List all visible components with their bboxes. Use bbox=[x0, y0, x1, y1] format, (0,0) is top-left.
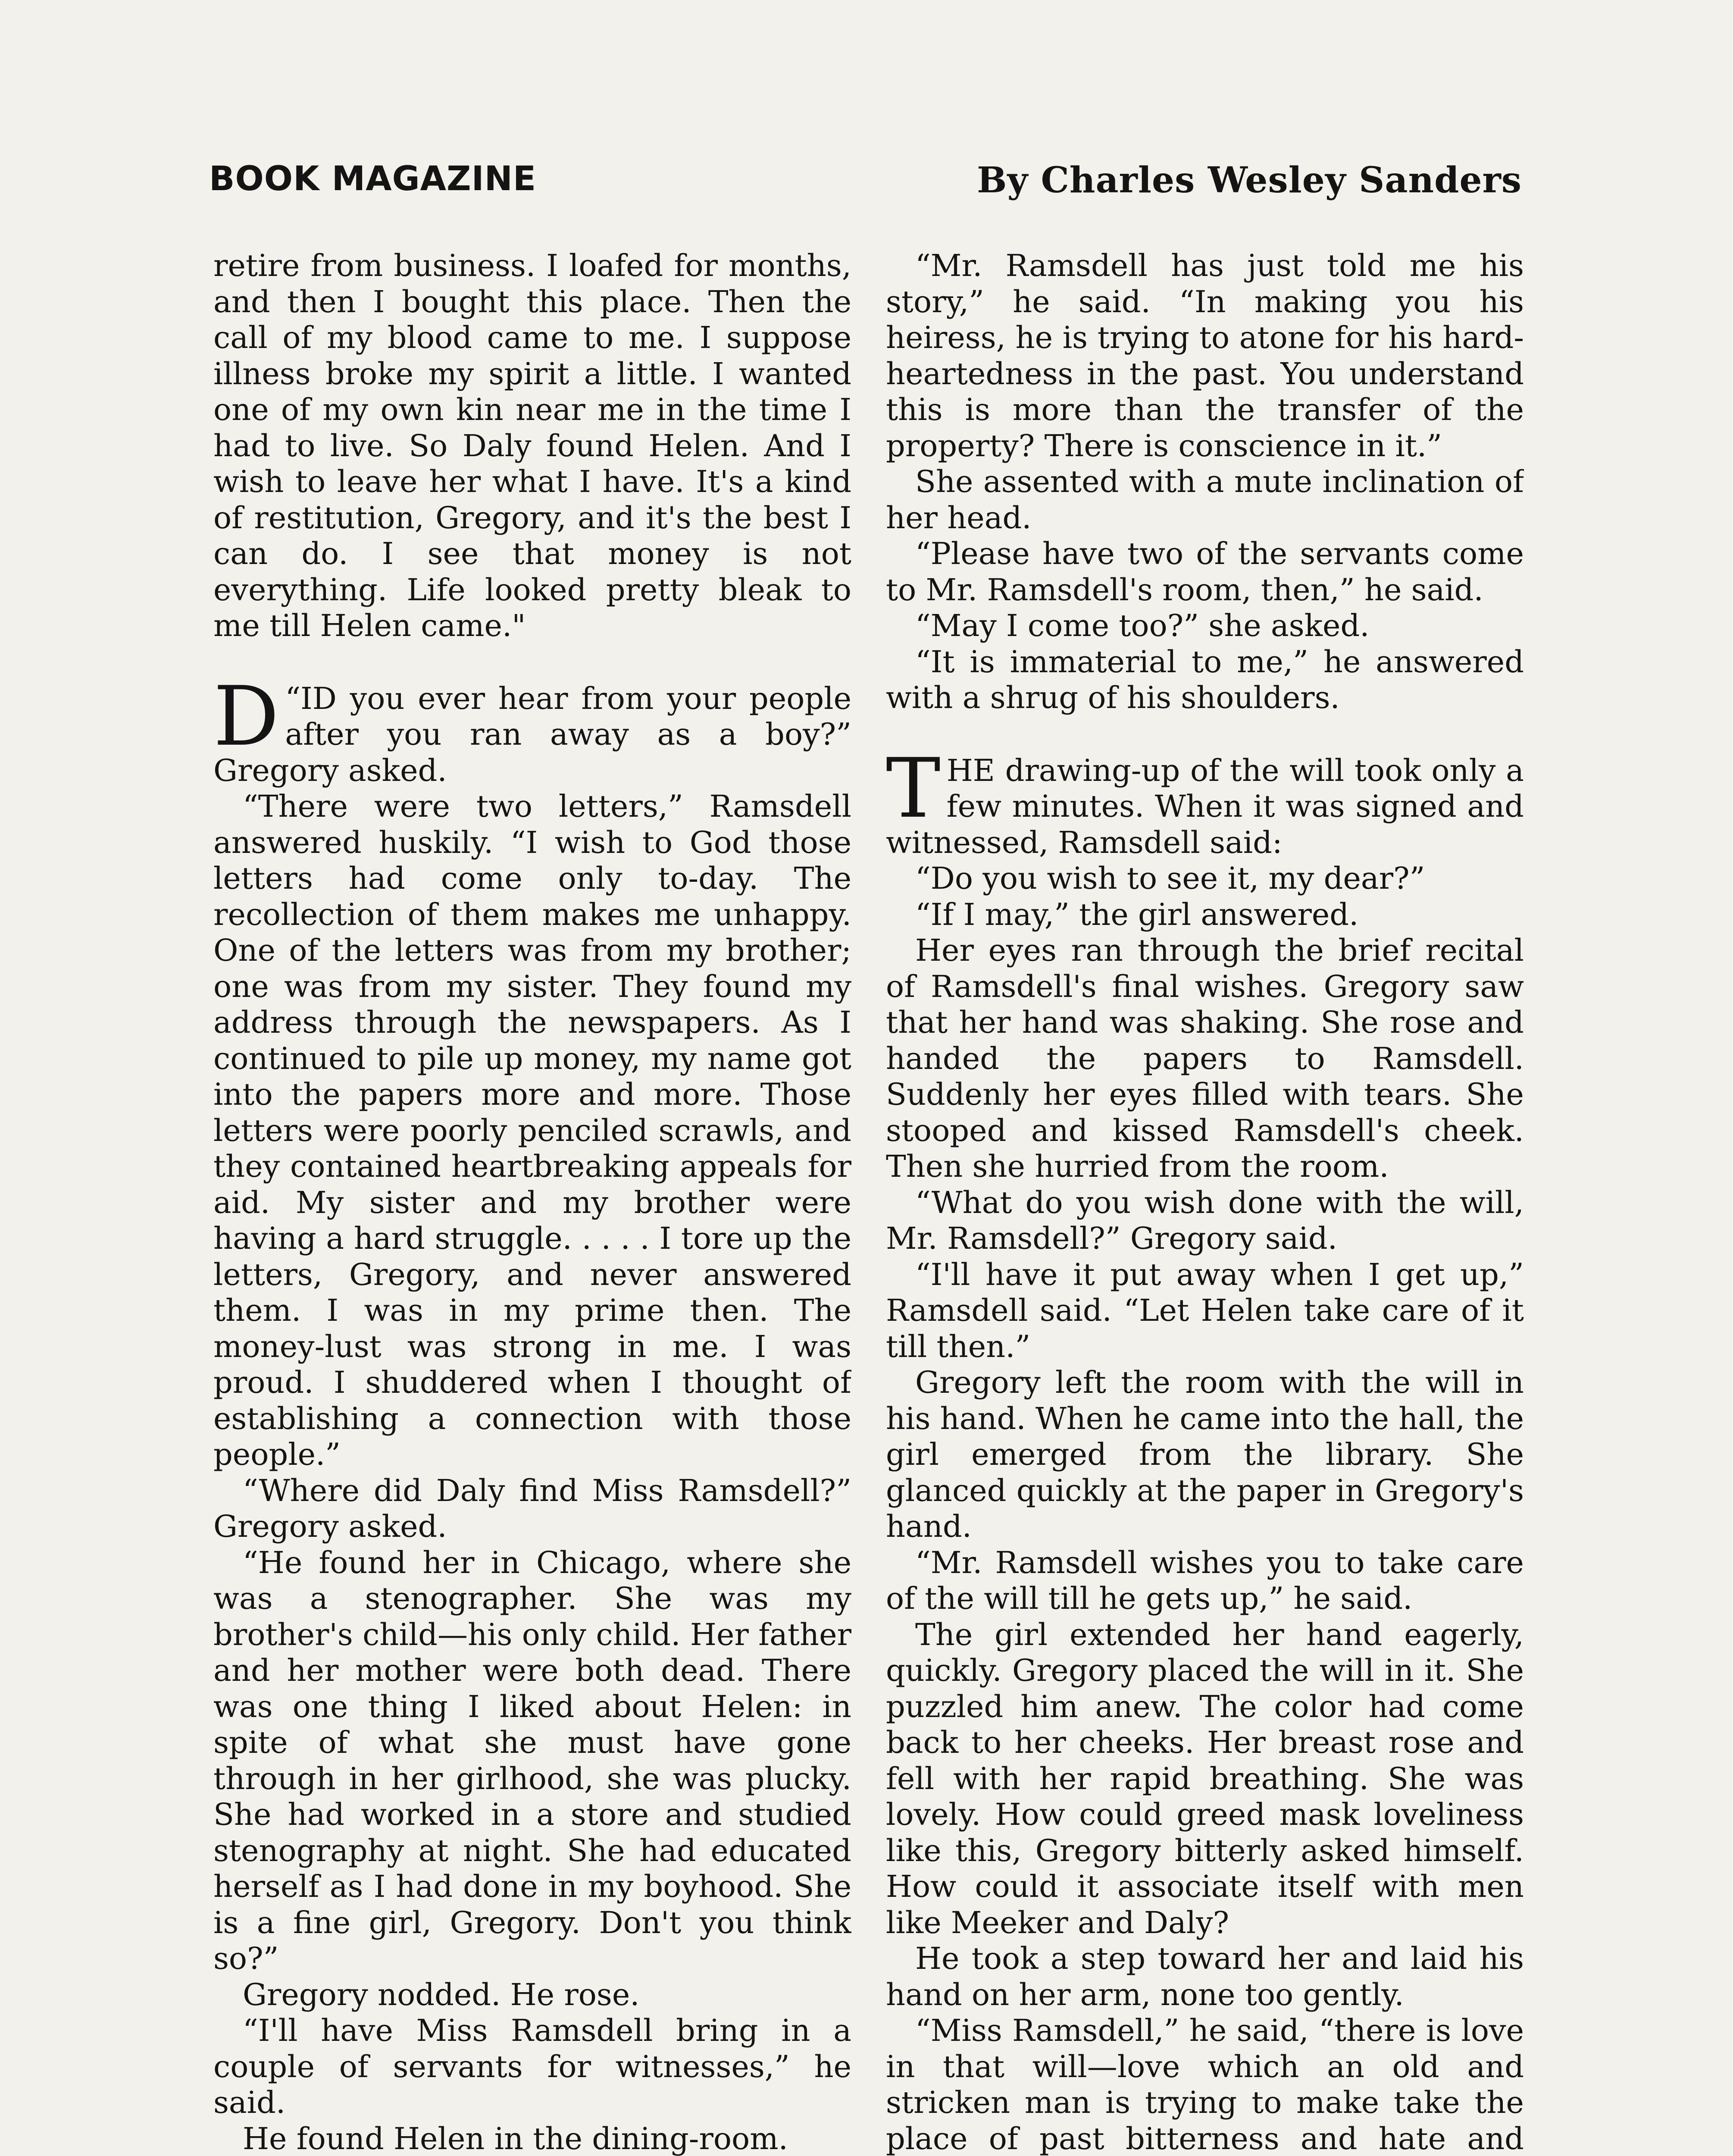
running-header bbox=[209, 160, 1522, 207]
text-column-right bbox=[886, 248, 1524, 2156]
paragraph: retire from business. I loafed for months, and then I bought this place. Then the call of my blood came to me. I suppose illness broke my spirit a little. I wanted one of my own kin near me in the time I had to live. So Daly found Helen. And I wish to leave her what I have. It's a kind of restitution, Gregory, and it's the best I can do. I see that money is not everything. Life looked pretty bleak to me till Helen came." bbox=[213, 248, 851, 643]
paragraph: “Mr. Ramsdell has just told me his story,” he said. “In making you his heiress, he is trying to atone for his hard-heartedness in the past. You understand this is more than the transfer of the property? There is conscience in it.” bbox=[886, 248, 1524, 464]
paragraph: The girl extended her hand eagerly, quickly. Gregory placed the will in it. She puzzled him anew. The color had come back to her cheeks. Her breast rose and fell with her rapid breathing. She was lovely. How could greed mask loveliness like this, Gregory bitterly asked himself. How could it associate itself with men like Meeker and Daly? bbox=[886, 1617, 1524, 1940]
paragraph: Gregory nodded. He rose. bbox=[243, 1977, 640, 2012]
paragraph: He found Helen in the dining-room. bbox=[243, 2121, 788, 2156]
paragraph: “Miss Ramsdell,” he said, “there is love in that will—love which an old and stricken man is trying to make take the place of past bitterness and hate and bbox=[886, 2013, 1524, 2156]
paragraph: “May I come too?” she asked. bbox=[915, 608, 1370, 643]
magazine-title: BOOK MAGAZINE bbox=[209, 160, 537, 198]
paragraph: “Where did Daly find Miss Ramsdell?” Gregory asked. bbox=[213, 1473, 851, 1544]
paragraph: “I'll have it put away when I get up,” Ramsdell said. “Let Helen take care of it till then.” bbox=[886, 1257, 1524, 1364]
paragraph: “If I may,” the girl answered. bbox=[915, 896, 1359, 932]
paragraph: “Do you wish to see it, my dear?” bbox=[915, 861, 1425, 896]
paragraph: Gregory left the room with the will in his hand. When he came into the hall, the girl emerged from the library. She glanced quickly at the paper in Gregory's hand. bbox=[886, 1365, 1524, 1544]
open-quote: “ bbox=[285, 680, 301, 716]
paragraph: “He found her in Chicago, where she was a stenographer. She was my brother's child—his only child. Her father and her mother were both dead. There was one thing I liked about Helen: in spite of what she must have gone through in her girlhood, she was plucky. She had worked in a store and studied stenography at night. She had educated herself as I had done in my boyhood. She is a fine girl, Gregory. Don't you think so?” bbox=[213, 1545, 851, 1976]
paragraph: Her eyes ran through the brief recital of Ramsdell's final wishes. Gregory saw that her hand was shaking. She rose and handed the papers to Ramsdell. Suddenly her eyes filled with tears. She stooped and kissed Ramsdell's cheek. Then she hurried from the room. bbox=[886, 933, 1524, 1184]
paragraph-dropcap bbox=[886, 740, 1524, 861]
text-column-left bbox=[213, 248, 851, 2156]
paragraph: “There were two letters,” Ramsdell answered huskily. “I wish to God those letters had come only to-day. The recollection of them makes me unhappy. One of the letters was from my brother; one was from my sister. They found my address through the newspapers. As I continued to pile up money, my name got into the papers more and more. Those letters were poorly penciled scrawls, and they contained heartbreaking appeals for aid. My sister and my brother were having a hard struggle. . . . . I tore up the letters, Gregory, and never answered them. I was in my prime then. The money-lust was strong in me. I was proud. I shuddered when I thought of establishing a connection with those people.” bbox=[213, 789, 851, 1472]
paragraph: “I'll have Miss Ramsdell bring in a couple of servants for witnesses,” he said. bbox=[213, 2013, 851, 2120]
paragraph: “What do you wish done with the will, Mr. Ramsdell?” Gregory said. bbox=[886, 1185, 1524, 1256]
drop-cap: D bbox=[213, 668, 279, 764]
paragraph: “Mr. Ramsdell wishes you to take care of the will till he gets up,” he said. bbox=[886, 1545, 1524, 1616]
paragraph: He took a step toward her and laid his hand on her arm, none too gently. bbox=[886, 1941, 1524, 2012]
paragraph: “Please have two of the servants come to Mr. Ramsdell's room, then,” he said. bbox=[886, 536, 1524, 608]
paragraph: “It is immaterial to me,” he answered with a shrug of his shoulders. bbox=[886, 644, 1524, 715]
drop-cap: T bbox=[886, 740, 941, 836]
paragraph: She assented with a mute inclination of her head. bbox=[886, 464, 1524, 536]
author-byline: By Charles Wesley Sanders bbox=[977, 160, 1522, 201]
paragraph-text: HE drawing-up of the will took only a few minutes. When it was signed and witnessed, Ramsdell said: bbox=[886, 752, 1524, 860]
paragraph-text: ID you ever hear from your people after you ran away as a boy?” Gregory asked. bbox=[213, 680, 851, 788]
paragraph-dropcap bbox=[213, 668, 851, 789]
